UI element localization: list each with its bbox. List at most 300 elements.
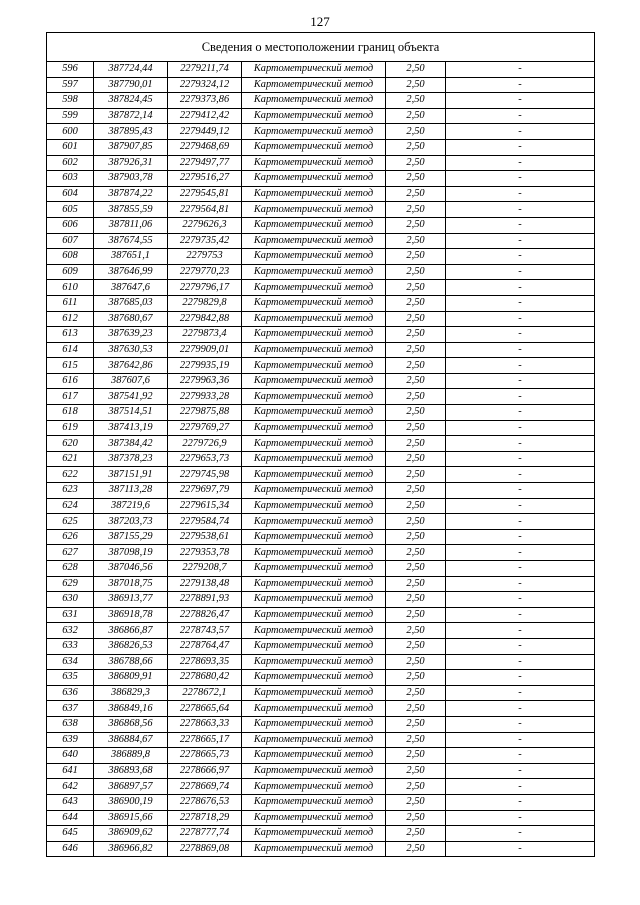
description-cell: - — [446, 93, 595, 109]
method-cell: Картометрический метод — [242, 623, 386, 639]
description-cell: - — [446, 763, 595, 779]
table-row — [47, 763, 595, 779]
accuracy-cell: 2,50 — [386, 794, 446, 810]
accuracy-cell: 2,50 — [386, 826, 446, 842]
description-cell: - — [446, 436, 595, 452]
table-row — [47, 451, 595, 467]
y-coordinate-cell: 2278743,57 — [168, 623, 242, 639]
x-coordinate-cell: 387541,92 — [94, 389, 168, 405]
point-number-cell: 646 — [47, 841, 94, 857]
point-number-cell: 614 — [47, 342, 94, 358]
y-coordinate-cell: 2279735,42 — [168, 233, 242, 249]
description-cell: - — [446, 685, 595, 701]
table-row — [47, 701, 595, 717]
x-coordinate-cell: 386866,87 — [94, 623, 168, 639]
method-cell: Картометрический метод — [242, 638, 386, 654]
description-cell: - — [446, 716, 595, 732]
description-cell: - — [446, 654, 595, 670]
point-number-cell: 629 — [47, 576, 94, 592]
y-coordinate-cell: 2278891,93 — [168, 592, 242, 608]
accuracy-cell: 2,50 — [386, 607, 446, 623]
y-coordinate-cell: 2279933,28 — [168, 389, 242, 405]
description-cell: - — [446, 155, 595, 171]
accuracy-cell: 2,50 — [386, 763, 446, 779]
table-row — [47, 327, 595, 343]
y-coordinate-cell: 2279829,8 — [168, 295, 242, 311]
description-cell: - — [446, 342, 595, 358]
description-cell: - — [446, 373, 595, 389]
table-row — [47, 529, 595, 545]
x-coordinate-cell: 387639,23 — [94, 327, 168, 343]
y-coordinate-cell: 2279497,77 — [168, 155, 242, 171]
y-coordinate-cell: 2278672,1 — [168, 685, 242, 701]
method-cell: Картометрический метод — [242, 545, 386, 561]
point-number-cell: 633 — [47, 638, 94, 654]
method-cell: Картометрический метод — [242, 311, 386, 327]
y-coordinate-cell: 2279615,34 — [168, 498, 242, 514]
description-cell: - — [446, 794, 595, 810]
y-coordinate-cell: 2279745,98 — [168, 467, 242, 483]
x-coordinate-cell: 387155,29 — [94, 529, 168, 545]
table-row — [47, 155, 595, 171]
y-coordinate-cell: 2279324,12 — [168, 77, 242, 93]
method-cell: Картометрический метод — [242, 373, 386, 389]
x-coordinate-cell: 387811,06 — [94, 217, 168, 233]
table-row — [47, 779, 595, 795]
y-coordinate-cell: 2279726,9 — [168, 436, 242, 452]
accuracy-cell: 2,50 — [386, 77, 446, 93]
description-cell: - — [446, 202, 595, 218]
table-row — [47, 716, 595, 732]
accuracy-cell: 2,50 — [386, 124, 446, 140]
accuracy-cell: 2,50 — [386, 841, 446, 857]
x-coordinate-cell: 387219,6 — [94, 498, 168, 514]
y-coordinate-cell: 2279626,3 — [168, 217, 242, 233]
description-cell: - — [446, 467, 595, 483]
point-number-cell: 639 — [47, 732, 94, 748]
table-row — [47, 295, 595, 311]
x-coordinate-cell: 387046,56 — [94, 561, 168, 577]
description-cell: - — [446, 779, 595, 795]
description-cell: - — [446, 545, 595, 561]
description-cell: - — [446, 139, 595, 155]
table-row — [47, 748, 595, 764]
method-cell: Картометрический метод — [242, 124, 386, 140]
method-cell: Картометрический метод — [242, 685, 386, 701]
point-number-cell: 600 — [47, 124, 94, 140]
x-coordinate-cell: 387903,78 — [94, 171, 168, 187]
point-number-cell: 620 — [47, 436, 94, 452]
description-cell: - — [446, 826, 595, 842]
x-coordinate-cell: 386897,57 — [94, 779, 168, 795]
y-coordinate-cell: 2278663,33 — [168, 716, 242, 732]
x-coordinate-cell: 387926,31 — [94, 155, 168, 171]
method-cell: Картометрический метод — [242, 264, 386, 280]
method-cell: Картометрический метод — [242, 826, 386, 842]
accuracy-cell: 2,50 — [386, 592, 446, 608]
method-cell: Картометрический метод — [242, 233, 386, 249]
method-cell: Картометрический метод — [242, 186, 386, 202]
table-row — [47, 483, 595, 499]
x-coordinate-cell: 387895,43 — [94, 124, 168, 140]
x-coordinate-cell: 387907,85 — [94, 139, 168, 155]
x-coordinate-cell: 386788,66 — [94, 654, 168, 670]
table-row — [47, 233, 595, 249]
description-cell: - — [446, 732, 595, 748]
point-number-cell: 610 — [47, 280, 94, 296]
x-coordinate-cell: 386918,78 — [94, 607, 168, 623]
x-coordinate-cell: 386915,66 — [94, 810, 168, 826]
table-row — [47, 685, 595, 701]
y-coordinate-cell: 2278777,74 — [168, 826, 242, 842]
x-coordinate-cell: 387651,1 — [94, 249, 168, 265]
point-number-cell: 621 — [47, 451, 94, 467]
table-title: Сведения о местоположении границ объекта — [47, 33, 595, 62]
x-coordinate-cell: 387018,75 — [94, 576, 168, 592]
x-coordinate-cell: 386884,67 — [94, 732, 168, 748]
point-number-cell: 642 — [47, 779, 94, 795]
accuracy-cell: 2,50 — [386, 171, 446, 187]
y-coordinate-cell: 2278665,17 — [168, 732, 242, 748]
y-coordinate-cell: 2278665,73 — [168, 748, 242, 764]
accuracy-cell: 2,50 — [386, 389, 446, 405]
table-row — [47, 576, 595, 592]
x-coordinate-cell: 386829,3 — [94, 685, 168, 701]
point-number-cell: 599 — [47, 108, 94, 124]
description-cell: - — [446, 561, 595, 577]
table-row — [47, 358, 595, 374]
y-coordinate-cell: 2279211,74 — [168, 62, 242, 78]
table-row — [47, 810, 595, 826]
accuracy-cell: 2,50 — [386, 529, 446, 545]
y-coordinate-cell: 2279353,78 — [168, 545, 242, 561]
accuracy-cell: 2,50 — [386, 155, 446, 171]
x-coordinate-cell: 387790,01 — [94, 77, 168, 93]
table-row — [47, 77, 595, 93]
method-cell: Картометрический метод — [242, 62, 386, 78]
accuracy-cell: 2,50 — [386, 233, 446, 249]
y-coordinate-cell: 2279842,88 — [168, 311, 242, 327]
y-coordinate-cell: 2278666,97 — [168, 763, 242, 779]
y-coordinate-cell: 2279873,4 — [168, 327, 242, 343]
point-number-cell: 606 — [47, 217, 94, 233]
x-coordinate-cell: 387685,03 — [94, 295, 168, 311]
y-coordinate-cell: 2278718,29 — [168, 810, 242, 826]
y-coordinate-cell: 2278764,47 — [168, 638, 242, 654]
description-cell: - — [446, 483, 595, 499]
table-row — [47, 186, 595, 202]
y-coordinate-cell: 2279138,48 — [168, 576, 242, 592]
y-coordinate-cell: 2279545,81 — [168, 186, 242, 202]
accuracy-cell: 2,50 — [386, 810, 446, 826]
table-row — [47, 794, 595, 810]
y-coordinate-cell: 2278669,74 — [168, 779, 242, 795]
description-cell: - — [446, 810, 595, 826]
x-coordinate-cell: 387646,99 — [94, 264, 168, 280]
description-cell: - — [446, 389, 595, 405]
x-coordinate-cell: 387680,67 — [94, 311, 168, 327]
x-coordinate-cell: 387824,45 — [94, 93, 168, 109]
accuracy-cell: 2,50 — [386, 436, 446, 452]
method-cell: Картометрический метод — [242, 810, 386, 826]
description-cell: - — [446, 451, 595, 467]
point-number-cell: 619 — [47, 420, 94, 436]
accuracy-cell: 2,50 — [386, 295, 446, 311]
description-cell: - — [446, 841, 595, 857]
description-cell: - — [446, 295, 595, 311]
description-cell: - — [446, 77, 595, 93]
accuracy-cell: 2,50 — [386, 217, 446, 233]
description-cell: - — [446, 171, 595, 187]
accuracy-cell: 2,50 — [386, 514, 446, 530]
method-cell: Картометрический метод — [242, 576, 386, 592]
description-cell: - — [446, 592, 595, 608]
x-coordinate-cell: 387384,42 — [94, 436, 168, 452]
method-cell: Картометрический метод — [242, 716, 386, 732]
table-row — [47, 373, 595, 389]
description-cell: - — [446, 249, 595, 265]
table-row — [47, 139, 595, 155]
table-row — [47, 171, 595, 187]
description-cell: - — [446, 327, 595, 343]
method-cell: Картометрический метод — [242, 794, 386, 810]
x-coordinate-cell: 387855,59 — [94, 202, 168, 218]
method-cell: Картометрический метод — [242, 732, 386, 748]
method-cell: Картометрический метод — [242, 763, 386, 779]
x-coordinate-cell: 387872,14 — [94, 108, 168, 124]
method-cell: Картометрический метод — [242, 748, 386, 764]
y-coordinate-cell: 2279208,7 — [168, 561, 242, 577]
accuracy-cell: 2,50 — [386, 748, 446, 764]
table-row — [47, 514, 595, 530]
description-cell: - — [446, 701, 595, 717]
y-coordinate-cell: 2278826,47 — [168, 607, 242, 623]
point-number-cell: 644 — [47, 810, 94, 826]
method-cell: Картометрический метод — [242, 483, 386, 499]
y-coordinate-cell: 2279653,73 — [168, 451, 242, 467]
method-cell: Картометрический метод — [242, 654, 386, 670]
x-coordinate-cell: 386849,16 — [94, 701, 168, 717]
accuracy-cell: 2,50 — [386, 420, 446, 436]
point-number-cell: 632 — [47, 623, 94, 639]
table-row — [47, 124, 595, 140]
table-row — [47, 436, 595, 452]
description-cell: - — [446, 124, 595, 140]
accuracy-cell: 2,50 — [386, 467, 446, 483]
point-number-cell: 643 — [47, 794, 94, 810]
x-coordinate-cell: 387151,91 — [94, 467, 168, 483]
table-row — [47, 732, 595, 748]
method-cell: Картометрический метод — [242, 389, 386, 405]
description-cell: - — [446, 217, 595, 233]
y-coordinate-cell: 2279909,01 — [168, 342, 242, 358]
point-number-cell: 604 — [47, 186, 94, 202]
method-cell: Картометрический метод — [242, 701, 386, 717]
description-cell: - — [446, 311, 595, 327]
table-row — [47, 623, 595, 639]
table-row — [47, 264, 595, 280]
point-number-cell: 617 — [47, 389, 94, 405]
method-cell: Картометрический метод — [242, 295, 386, 311]
point-number-cell: 598 — [47, 93, 94, 109]
description-cell: - — [446, 233, 595, 249]
table-row — [47, 826, 595, 842]
accuracy-cell: 2,50 — [386, 654, 446, 670]
point-number-cell: 626 — [47, 529, 94, 545]
point-number-cell: 596 — [47, 62, 94, 78]
point-number-cell: 615 — [47, 358, 94, 374]
method-cell: Картометрический метод — [242, 451, 386, 467]
point-number-cell: 602 — [47, 155, 94, 171]
accuracy-cell: 2,50 — [386, 358, 446, 374]
point-number-cell: 638 — [47, 716, 94, 732]
method-cell: Картометрический метод — [242, 420, 386, 436]
x-coordinate-cell: 387724,44 — [94, 62, 168, 78]
accuracy-cell: 2,50 — [386, 373, 446, 389]
method-cell: Картометрический метод — [242, 342, 386, 358]
accuracy-cell: 2,50 — [386, 62, 446, 78]
method-cell: Картометрический метод — [242, 529, 386, 545]
x-coordinate-cell: 387642,86 — [94, 358, 168, 374]
point-number-cell: 625 — [47, 514, 94, 530]
point-number-cell: 608 — [47, 249, 94, 265]
table-row — [47, 249, 595, 265]
method-cell: Картометрический метод — [242, 217, 386, 233]
y-coordinate-cell: 2279412,42 — [168, 108, 242, 124]
x-coordinate-cell: 386893,68 — [94, 763, 168, 779]
table-row — [47, 592, 595, 608]
accuracy-cell: 2,50 — [386, 779, 446, 795]
y-coordinate-cell: 2278676,53 — [168, 794, 242, 810]
y-coordinate-cell: 2279468,69 — [168, 139, 242, 155]
point-number-cell: 623 — [47, 483, 94, 499]
method-cell: Картометрический метод — [242, 358, 386, 374]
point-number-cell: 605 — [47, 202, 94, 218]
x-coordinate-cell: 386809,91 — [94, 670, 168, 686]
x-coordinate-cell: 387098,19 — [94, 545, 168, 561]
x-coordinate-cell: 387113,28 — [94, 483, 168, 499]
point-number-cell: 607 — [47, 233, 94, 249]
point-number-cell: 640 — [47, 748, 94, 764]
method-cell: Картометрический метод — [242, 498, 386, 514]
x-coordinate-cell: 386900,19 — [94, 794, 168, 810]
x-coordinate-cell: 386889,8 — [94, 748, 168, 764]
table-row — [47, 62, 595, 78]
y-coordinate-cell: 2279564,81 — [168, 202, 242, 218]
method-cell: Картометрический метод — [242, 514, 386, 530]
accuracy-cell: 2,50 — [386, 280, 446, 296]
y-coordinate-cell: 2279697,79 — [168, 483, 242, 499]
y-coordinate-cell: 2279963,36 — [168, 373, 242, 389]
point-number-cell: 597 — [47, 77, 94, 93]
y-coordinate-cell: 2279769,27 — [168, 420, 242, 436]
table-row — [47, 389, 595, 405]
table-title-row — [47, 33, 595, 62]
accuracy-cell: 2,50 — [386, 342, 446, 358]
accuracy-cell: 2,50 — [386, 108, 446, 124]
point-number-cell: 601 — [47, 139, 94, 155]
table-row — [47, 202, 595, 218]
accuracy-cell: 2,50 — [386, 685, 446, 701]
method-cell: Картометрический метод — [242, 93, 386, 109]
x-coordinate-cell: 387413,19 — [94, 420, 168, 436]
point-number-cell: 622 — [47, 467, 94, 483]
y-coordinate-cell: 2279796,17 — [168, 280, 242, 296]
x-coordinate-cell: 387674,55 — [94, 233, 168, 249]
accuracy-cell: 2,50 — [386, 139, 446, 155]
point-number-cell: 603 — [47, 171, 94, 187]
method-cell: Картометрический метод — [242, 467, 386, 483]
description-cell: - — [446, 405, 595, 421]
accuracy-cell: 2,50 — [386, 732, 446, 748]
description-cell: - — [446, 280, 595, 296]
boundary-coordinates-table — [46, 32, 595, 857]
point-number-cell: 628 — [47, 561, 94, 577]
point-number-cell: 631 — [47, 607, 94, 623]
description-cell: - — [446, 529, 595, 545]
method-cell: Картометрический метод — [242, 561, 386, 577]
y-coordinate-cell: 2278869,08 — [168, 841, 242, 857]
point-number-cell: 611 — [47, 295, 94, 311]
x-coordinate-cell: 387607,6 — [94, 373, 168, 389]
y-coordinate-cell: 2279875,88 — [168, 405, 242, 421]
table-row — [47, 561, 595, 577]
method-cell: Картометрический метод — [242, 77, 386, 93]
x-coordinate-cell: 386826,53 — [94, 638, 168, 654]
table-row — [47, 420, 595, 436]
accuracy-cell: 2,50 — [386, 638, 446, 654]
accuracy-cell: 2,50 — [386, 327, 446, 343]
accuracy-cell: 2,50 — [386, 498, 446, 514]
table-row — [47, 467, 595, 483]
table-row — [47, 607, 595, 623]
method-cell: Картометрический метод — [242, 249, 386, 265]
point-number-cell: 609 — [47, 264, 94, 280]
method-cell: Картометрический метод — [242, 202, 386, 218]
y-coordinate-cell: 2279584,74 — [168, 514, 242, 530]
table-row — [47, 670, 595, 686]
point-number-cell: 634 — [47, 654, 94, 670]
description-cell: - — [446, 420, 595, 436]
accuracy-cell: 2,50 — [386, 623, 446, 639]
accuracy-cell: 2,50 — [386, 93, 446, 109]
point-number-cell: 637 — [47, 701, 94, 717]
y-coordinate-cell: 2279373,86 — [168, 93, 242, 109]
accuracy-cell: 2,50 — [386, 701, 446, 717]
method-cell: Картометрический метод — [242, 327, 386, 343]
description-cell: - — [446, 108, 595, 124]
y-coordinate-cell: 2278665,64 — [168, 701, 242, 717]
y-coordinate-cell: 2279516,27 — [168, 171, 242, 187]
x-coordinate-cell: 386913,77 — [94, 592, 168, 608]
accuracy-cell: 2,50 — [386, 670, 446, 686]
description-cell: - — [446, 264, 595, 280]
method-cell: Картометрический метод — [242, 592, 386, 608]
method-cell: Картометрический метод — [242, 155, 386, 171]
description-cell: - — [446, 748, 595, 764]
description-cell: - — [446, 498, 595, 514]
point-number-cell: 635 — [47, 670, 94, 686]
x-coordinate-cell: 387647,6 — [94, 280, 168, 296]
description-cell: - — [446, 358, 595, 374]
y-coordinate-cell: 2279538,61 — [168, 529, 242, 545]
point-number-cell: 613 — [47, 327, 94, 343]
accuracy-cell: 2,50 — [386, 716, 446, 732]
method-cell: Картометрический метод — [242, 841, 386, 857]
method-cell: Картометрический метод — [242, 139, 386, 155]
point-number-cell: 627 — [47, 545, 94, 561]
table-row — [47, 342, 595, 358]
